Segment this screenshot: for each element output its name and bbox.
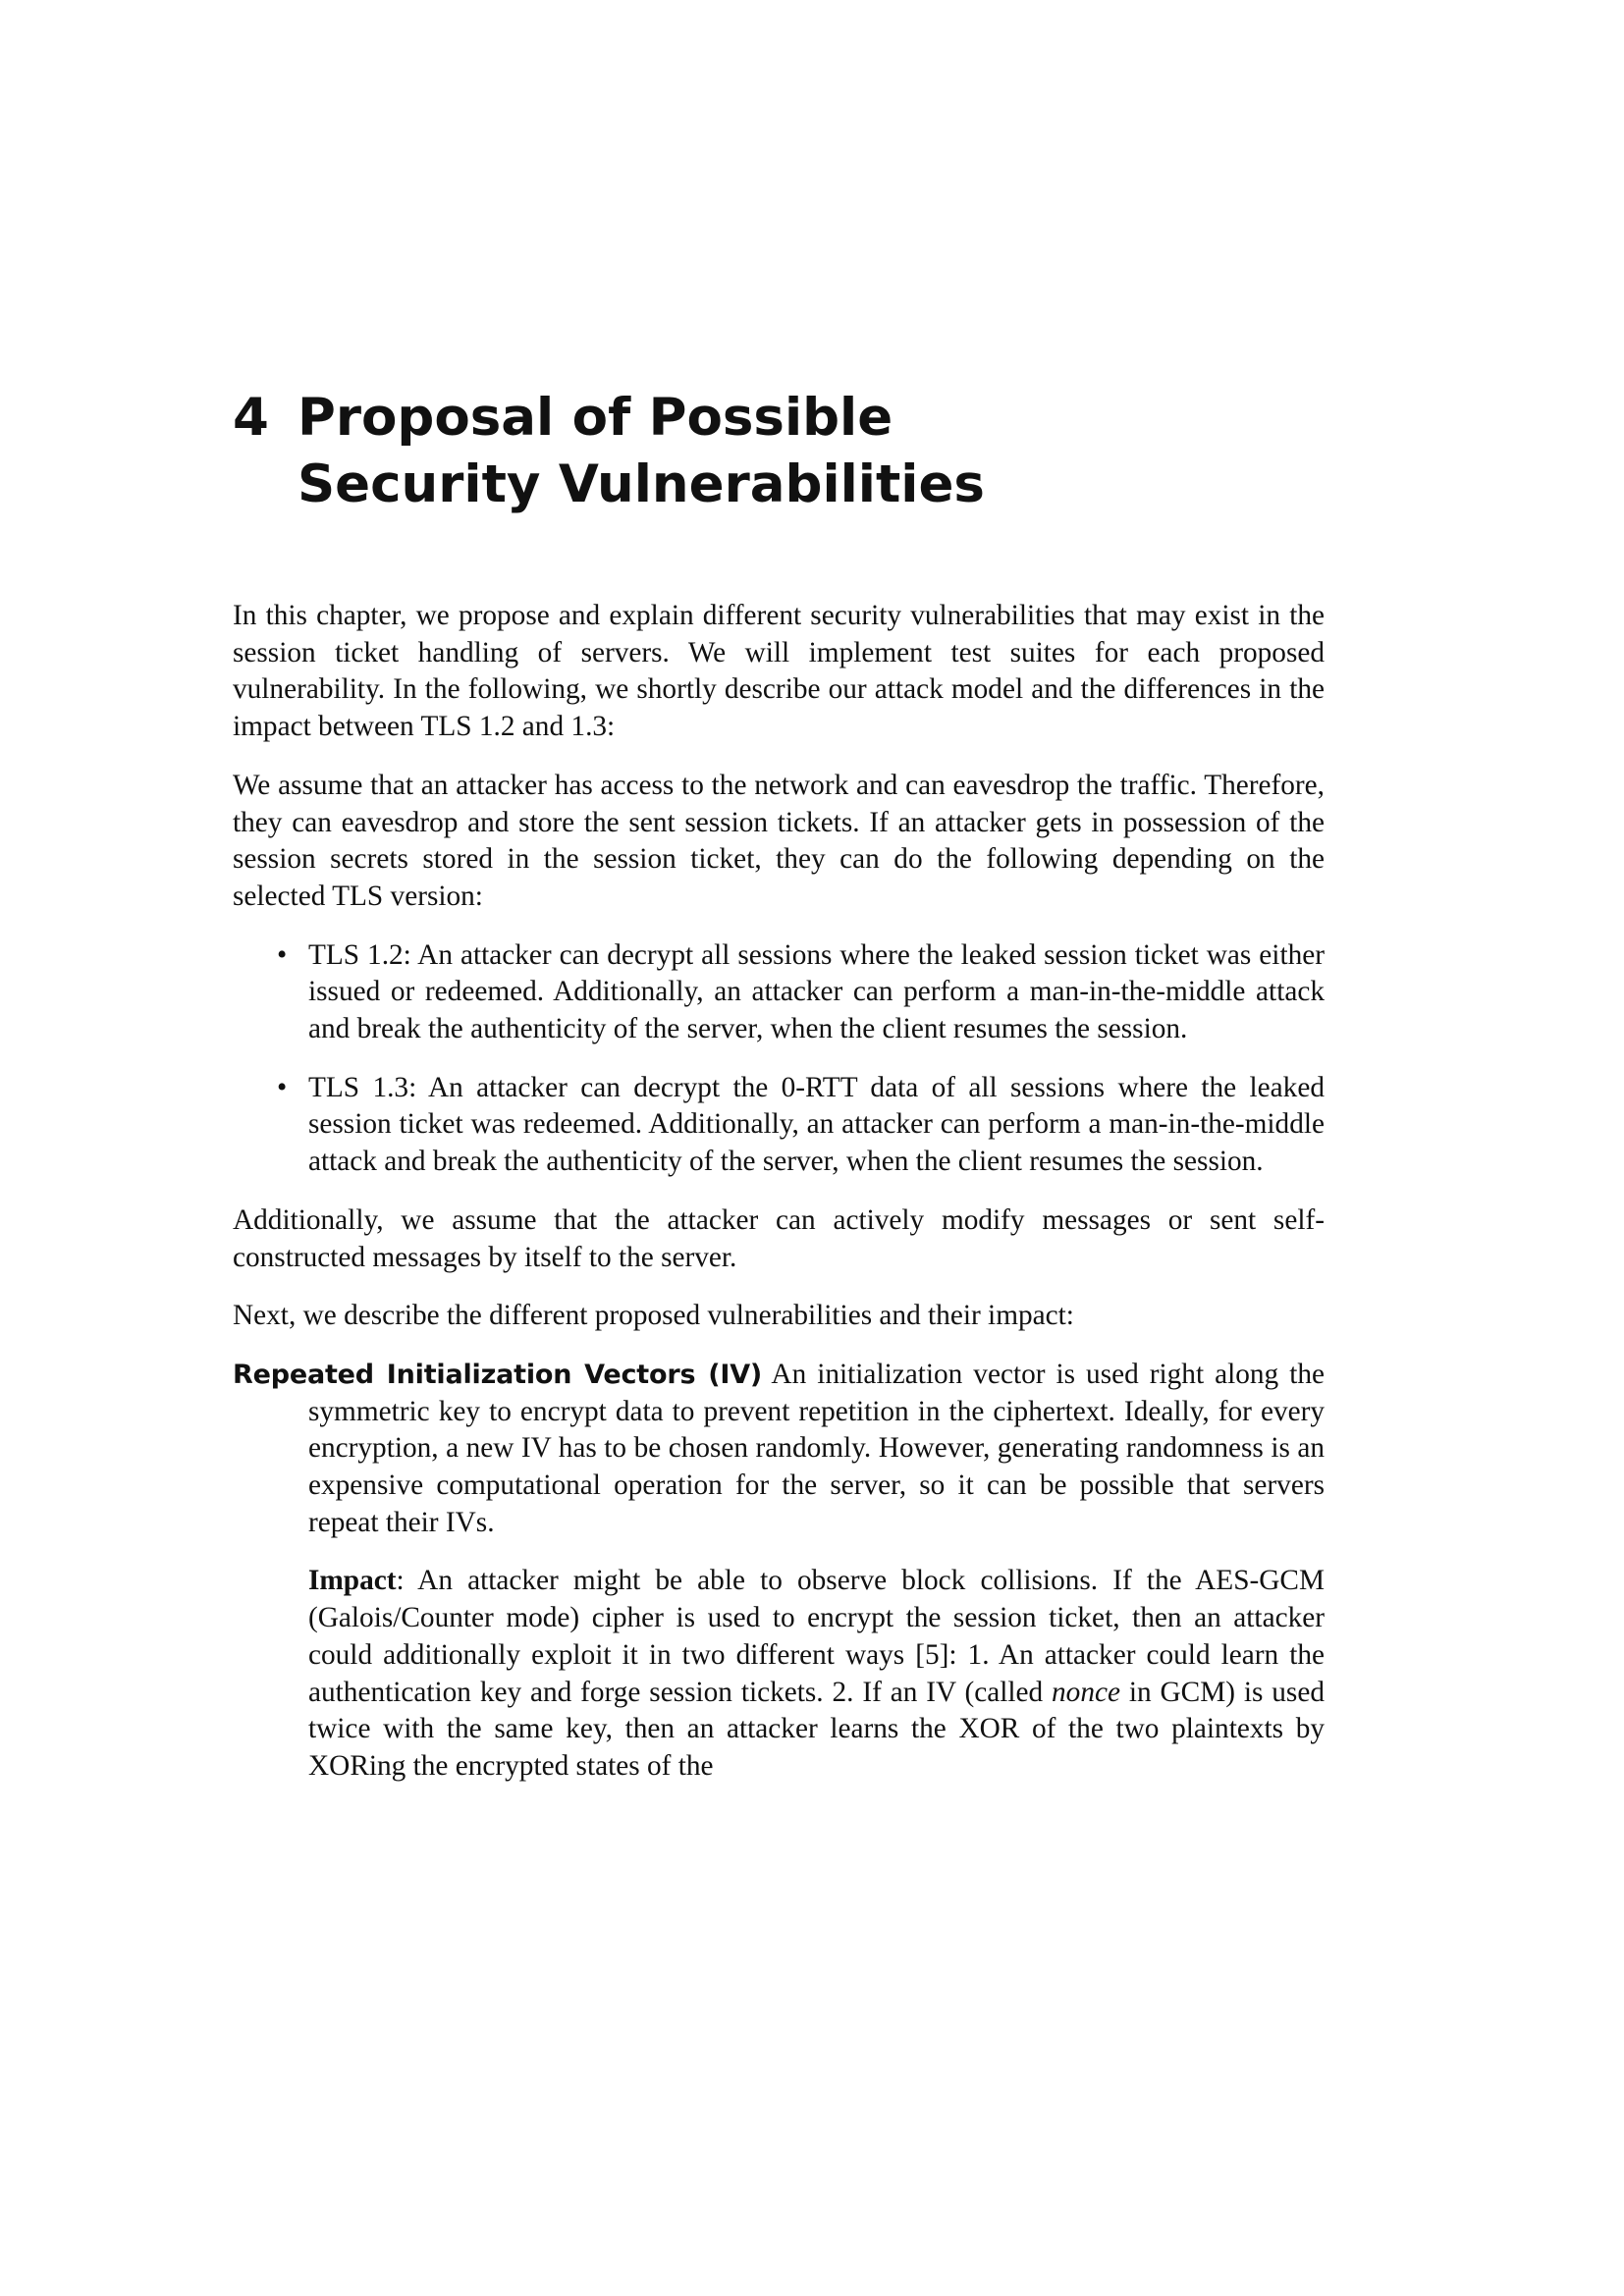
chapter-number: 4 (233, 388, 269, 448)
chapter-body (233, 598, 1325, 1807)
impact-emphasis: nonce (1052, 1676, 1120, 1708)
bullet-icon: • (277, 1071, 288, 1103)
chapter-heading (233, 385, 1362, 518)
bullet-icon: • (277, 938, 288, 971)
bullet-text: TLS 1.2: An attacker can decrypt all sessions where the leaked session ticket was either issued or redeemed. Additionally, an attacker can perform a man-in-the-middle attack and break the authenticity of the server, when the client resumes the session. (308, 938, 1325, 1045)
attacker-model-paragraph: We assume that an attacker has access to the network and can eavesdrop the traffic. Therefore, they can eavesdrop and store the sent session tickets. If an attacker gets in possession of the session secrets stored in the session ticket, they can do the following depending on the selected TLS version: (233, 769, 1325, 912)
vulnerability-description-text: An initialization vector is used right along the symmetric key to encrypt data to prevent repetition in the ciphertext. Ideally, for every encryption, a new IV has to be chosen randomly. However, generating randomness is an expensive computational operation for the server, so it can be possible that servers repeat their IVs. (308, 1358, 1325, 1538)
vulnerability-entry (233, 1357, 1325, 1786)
vulnerability-impact (233, 1563, 1325, 1785)
list-item (233, 937, 1325, 1048)
active-attacker-paragraph: Additionally, we assume that the attacker can actively modify messages or sent self-constructed messages by itself to the server. (233, 1203, 1325, 1273)
bullet-text: TLS 1.3: An attacker can decrypt the 0-RTT data of all sessions where the leaked session ticket was redeemed. Additionally, an attacker can perform a man-in-the-middle attack and break the authenticity of the server, when the client resumes the session. (308, 1071, 1325, 1178)
chapter-title: Proposal of Possible Security Vulnerabilities (298, 388, 985, 514)
next-paragraph: Next, we describe the different proposed vulnerabilities and their impact: (233, 1300, 1074, 1332)
impact-text-part2: in GCM) is used twice with the same key, then an attacker learns the XOR of the two plaintexts by XORing the encrypted states of the (308, 1676, 1325, 1782)
impact-text-part1: : An attacker might be able to observe block collisions. If the AES-GCM (Galois/Counter mode) cipher is used to encrypt the session ticket, then an attacker could additionally exploit it in two different ways [5]: 1. An attacker could learn the authentication key and forge session tickets. 2. If an IV (called (308, 1565, 1325, 1708)
intro-paragraph: In this chapter, we propose and explain different security vulnerabilities that may exist in the session ticket handling of servers. We will implement test suites for each proposed vulnerability. In the following, we shortly describe our attack model and the differences in the impact between TLS 1.2 and 1.3: (233, 600, 1325, 743)
vulnerability-description (233, 1357, 1325, 1542)
tls-impact-list (233, 937, 1325, 1181)
list-item (233, 1070, 1325, 1181)
impact-label: Impact (308, 1565, 397, 1597)
vulnerability-term: Repeated Initialization Vectors (IV) (233, 1359, 763, 1390)
